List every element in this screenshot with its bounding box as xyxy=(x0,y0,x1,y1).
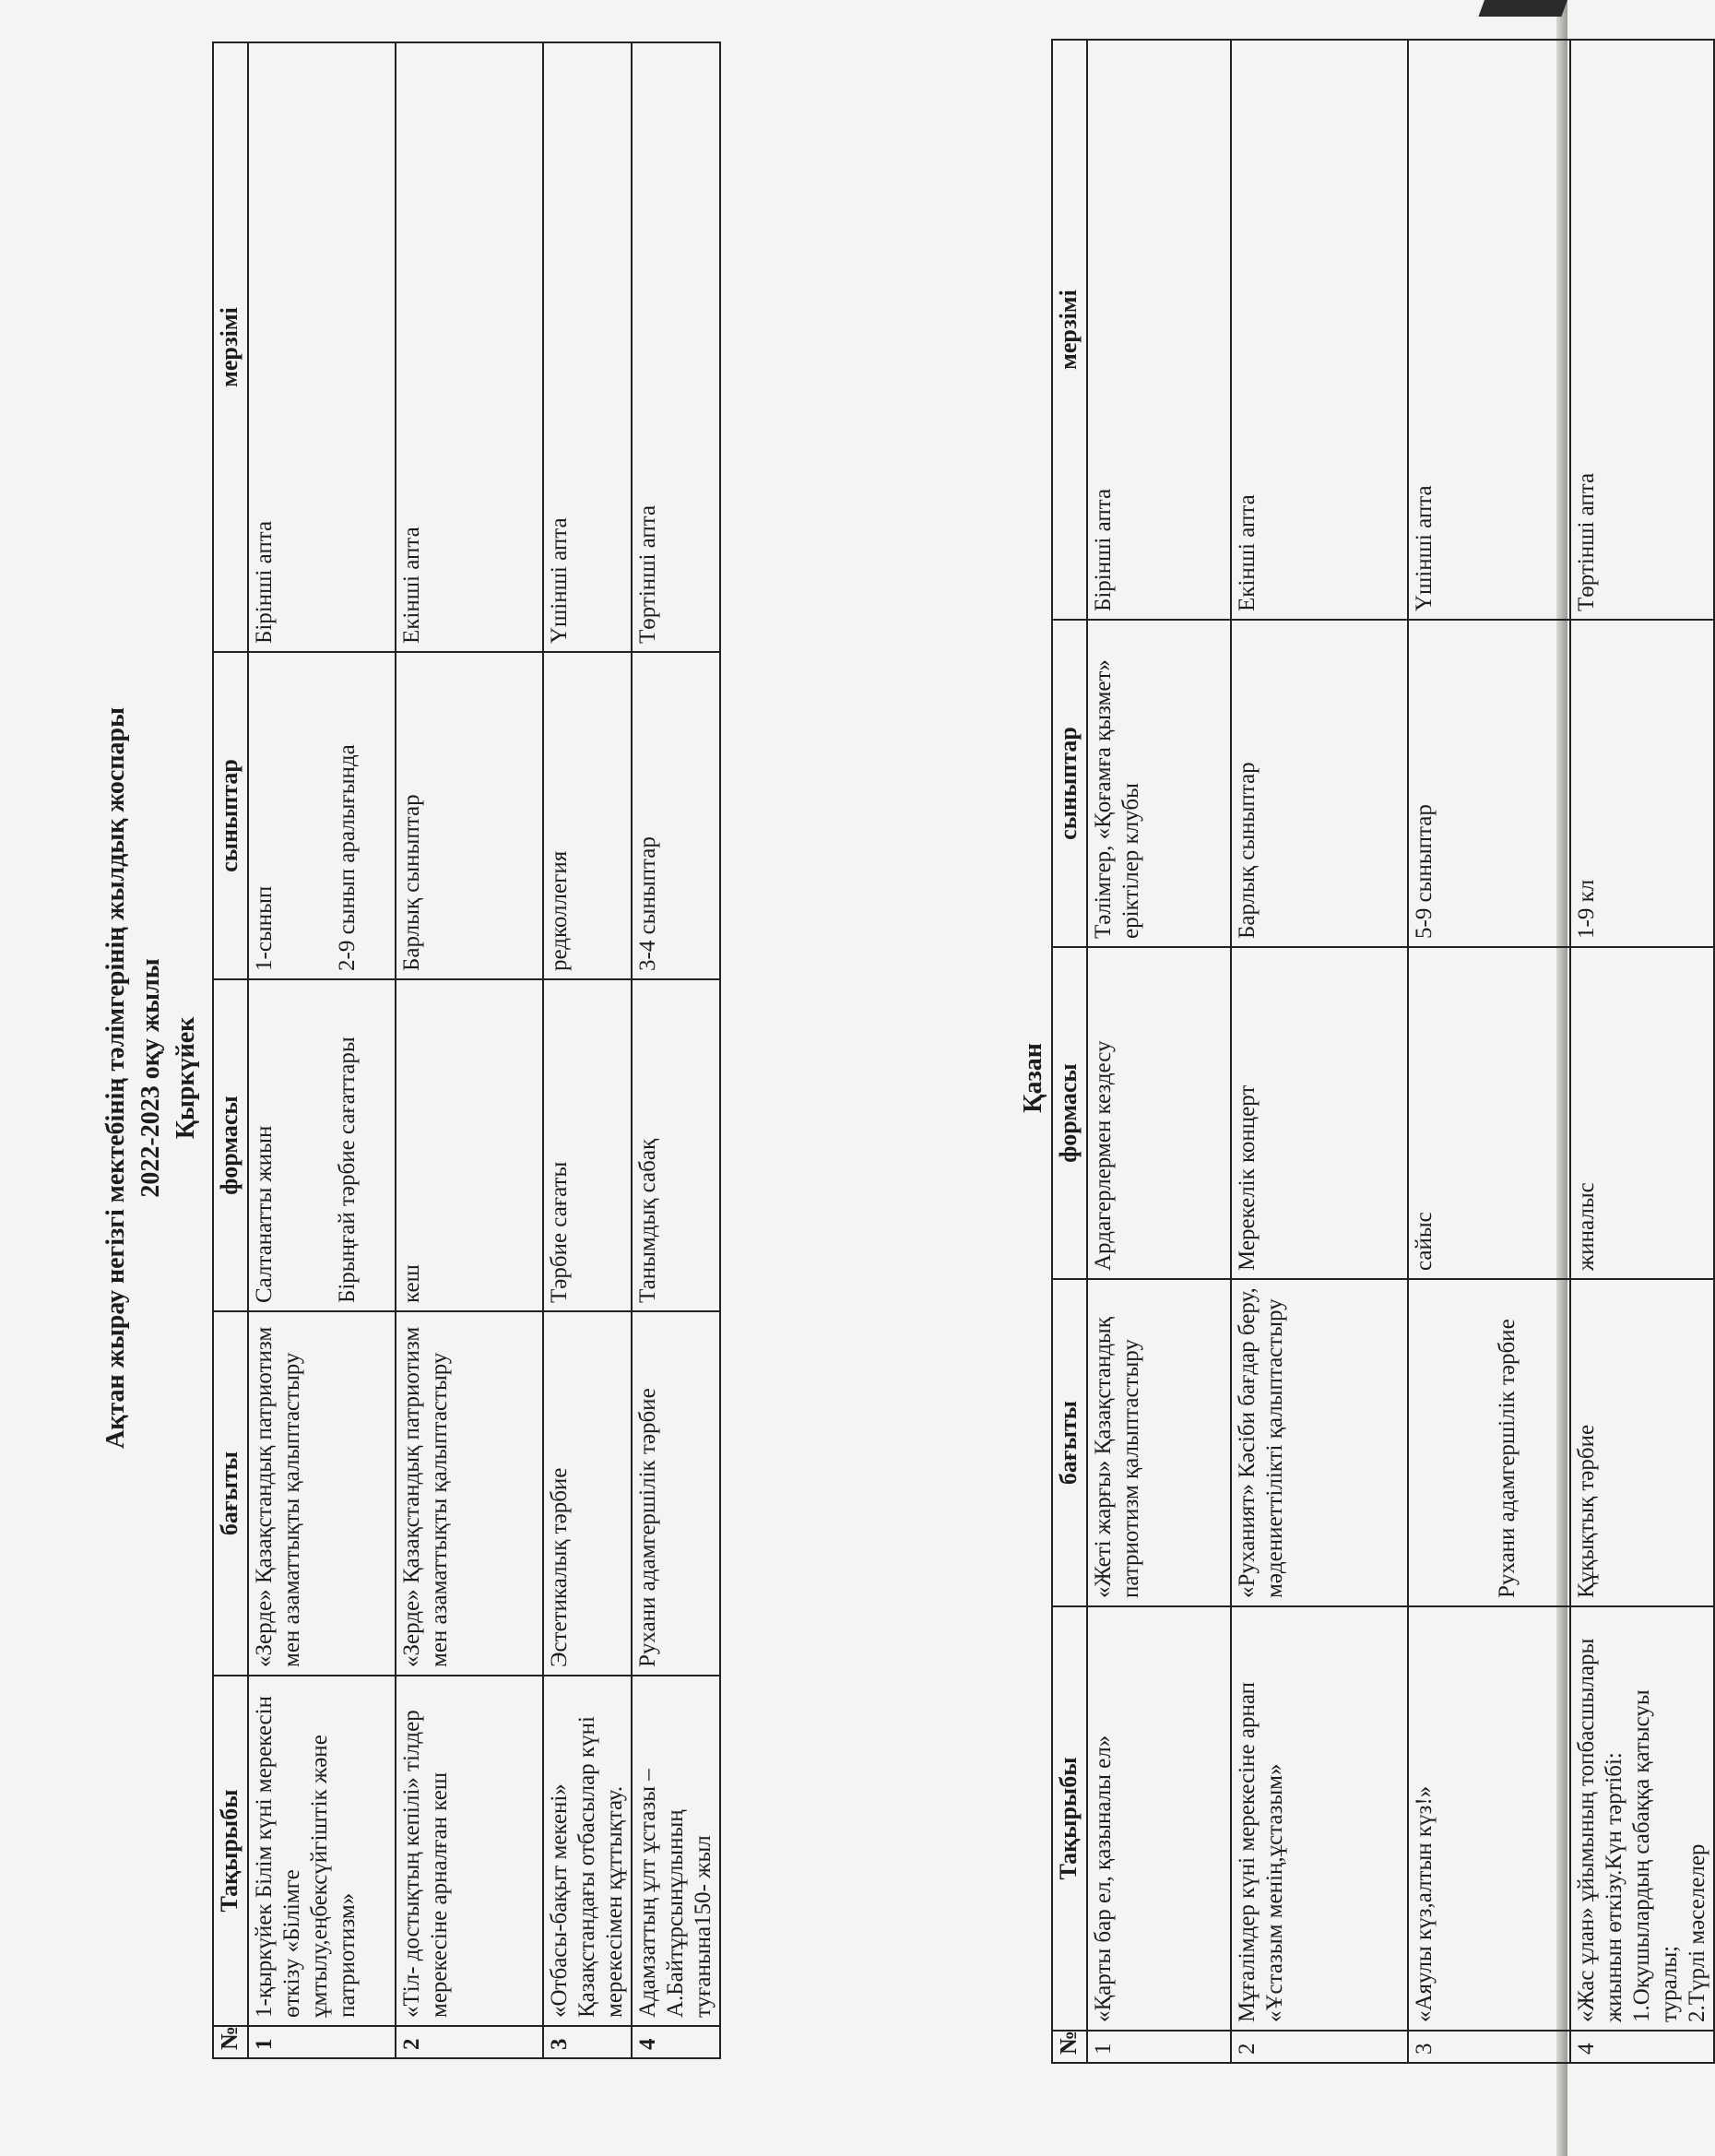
column-header-number: № xyxy=(213,2026,248,2058)
row-topic: «Отбасы-бақыт мекені» Қазақстандағы отбасылар күні мерекесімен құттықтау. xyxy=(543,1676,632,2026)
agenda-item: 1.Оқушылардың сабаққа қатысуы туралы; xyxy=(1629,1689,1682,2022)
row-direction: «Жеті жарғы» Қазақстандық патриотизм қалыптастыру xyxy=(1087,1279,1231,1606)
column-header-form: формасы xyxy=(1052,947,1087,1279)
row-topic: «Қарты бар ел, қазыналы ел» xyxy=(1087,1606,1231,2031)
table-header-row xyxy=(1052,40,1087,2063)
row-number: 1 xyxy=(248,2026,396,2058)
table-row xyxy=(1231,40,1408,2063)
row-term: Бірінші апта xyxy=(1087,40,1231,620)
row-topic: «Тіл- достықтың кепілі» тілдер мерекесіне арналған кеш xyxy=(396,1676,543,2026)
row-form: жиналыс xyxy=(1570,947,1714,1279)
row-classes: Барлық сыныптар xyxy=(1231,620,1408,947)
row-number: 1 xyxy=(1087,2031,1231,2063)
row-topic: Мұғалімдер күні мерекесіне арнап «Ұстазым менің,ұстазым» xyxy=(1231,1606,1408,2031)
column-header-direction: бағыты xyxy=(213,1311,248,1676)
row-term: Екінші апта xyxy=(396,42,543,652)
row-topic: 1-қыркүйек Білім күні мерекесін өткізу «Білімге ұмтылу,еңбексүйгіштік және патриотизм» xyxy=(248,1676,396,2026)
row-topic: Адамзаттың ұлт ұстазы – А.Байтұрсынұлының туғанына150- жыл xyxy=(632,1676,720,2026)
row-classes: Тәлімгер, «Қоғамға қызмет» еріктілер клубы xyxy=(1087,620,1231,947)
row-classes: Барлық сыныптар xyxy=(396,652,543,979)
row-number: 2 xyxy=(1231,2031,1408,2063)
row-direction xyxy=(1408,1279,1570,1606)
column-header-term: мерзімі xyxy=(1052,40,1087,620)
row-number: 4 xyxy=(1570,2031,1714,2063)
row-classes-primary: 1-сынып xyxy=(252,885,277,971)
row-term: Екінші апта xyxy=(1231,40,1408,620)
row-direction-text: Рухани адамгершілік тәрбие xyxy=(1495,1319,1520,1598)
row-form: Мерекелік концерт xyxy=(1231,947,1408,1279)
column-header-direction: бағыты xyxy=(1052,1279,1087,1606)
document-title: Ақтан жырау негізгі мектебінің тәлімгерінің жылдық жоспары xyxy=(101,707,130,1449)
agenda-item: 2.Түрлі мәселелер xyxy=(1685,1843,1709,2022)
row-form: Тәрбие сағаты xyxy=(543,979,632,1311)
row-number: 2 xyxy=(396,2026,543,2058)
row-form: Танымдық сабақ xyxy=(632,979,720,1311)
column-header-form: формасы xyxy=(213,979,248,1311)
academic-year: 2022-2023 оқу жылы xyxy=(136,958,165,1198)
row-classes: редколлегия xyxy=(543,652,632,979)
row-classes-secondary: 2-9 сынып аралығында xyxy=(335,744,360,971)
row-form: кеш xyxy=(396,979,543,1311)
row-number: 3 xyxy=(1408,2031,1570,2063)
row-classes: 1-9 кл xyxy=(1570,620,1714,947)
row-form: сайыс xyxy=(1408,947,1570,1279)
row-form-primary: Салтанатты жиын xyxy=(252,1125,277,1303)
row-topic xyxy=(1570,1606,1714,2031)
table-row xyxy=(632,42,720,2058)
row-term: Үшінші апта xyxy=(1408,40,1570,620)
table-row xyxy=(543,42,632,2058)
table-header-row xyxy=(213,42,248,2058)
row-form xyxy=(248,979,396,1311)
row-number: 3 xyxy=(543,2026,632,2058)
row-direction: «Зерде» Қазақстандық патриотизм мен азаматтықты қалыптастыру xyxy=(396,1311,543,1676)
row-direction: Құқықтық тәрбие xyxy=(1570,1279,1714,1606)
row-classes xyxy=(248,652,396,979)
row-form: Ардагерлермен кездесу xyxy=(1087,947,1231,1279)
month-heading-october: Қазан xyxy=(1019,1043,1047,1113)
table-row xyxy=(1408,40,1570,2063)
row-term: Төртінші апта xyxy=(632,42,720,652)
column-header-term: мерзімі xyxy=(213,42,248,652)
column-header-topic: Тақырыбы xyxy=(213,1676,248,2026)
row-term: Төртінші апта xyxy=(1570,40,1714,620)
plan-table-october xyxy=(1051,39,1715,2064)
row-direction: «Зерде» Қазақстандық патриотизм мен азаматтықты қалыптастыру xyxy=(248,1311,396,1676)
column-header-topic: Тақырыбы xyxy=(1052,1606,1087,2031)
table-row xyxy=(1087,40,1231,2063)
column-header-classes: сыныптар xyxy=(1052,620,1087,947)
row-topic-text: «Жас ұлан» ұйымының топбасшылары жиынын өткізу.Күн тәртібі: xyxy=(1574,1638,1626,2022)
row-term: Үшінші апта xyxy=(543,42,632,652)
row-term: Бірінші апта xyxy=(248,42,396,652)
row-direction: Рухани адамгершілік тәрбие xyxy=(632,1311,720,1676)
row-topic: «Аяулы күз,алтын күз!» xyxy=(1408,1606,1570,2031)
table-row xyxy=(396,42,543,2058)
plan-table-september xyxy=(212,41,721,2059)
row-number: 4 xyxy=(632,2026,720,2058)
row-classes: 5-9 сыныптар xyxy=(1408,620,1570,947)
month-heading-september: Қыркүйек xyxy=(172,1016,200,1140)
row-classes: 3-4 сыныптар xyxy=(632,652,720,979)
column-header-classes: сыныптар xyxy=(213,652,248,979)
row-form-secondary: Бірыңғай тәрбие сағаттары xyxy=(335,1037,360,1303)
row-direction: «Руханият» Кәсіби бағдар беру, мәдениеттілікті қалыптастыру xyxy=(1231,1279,1408,1606)
table-row xyxy=(248,42,396,2058)
row-direction: Эстетикалық тәрбие xyxy=(543,1311,632,1676)
column-header-number: № xyxy=(1052,2031,1087,2063)
table-row xyxy=(1570,40,1714,2063)
